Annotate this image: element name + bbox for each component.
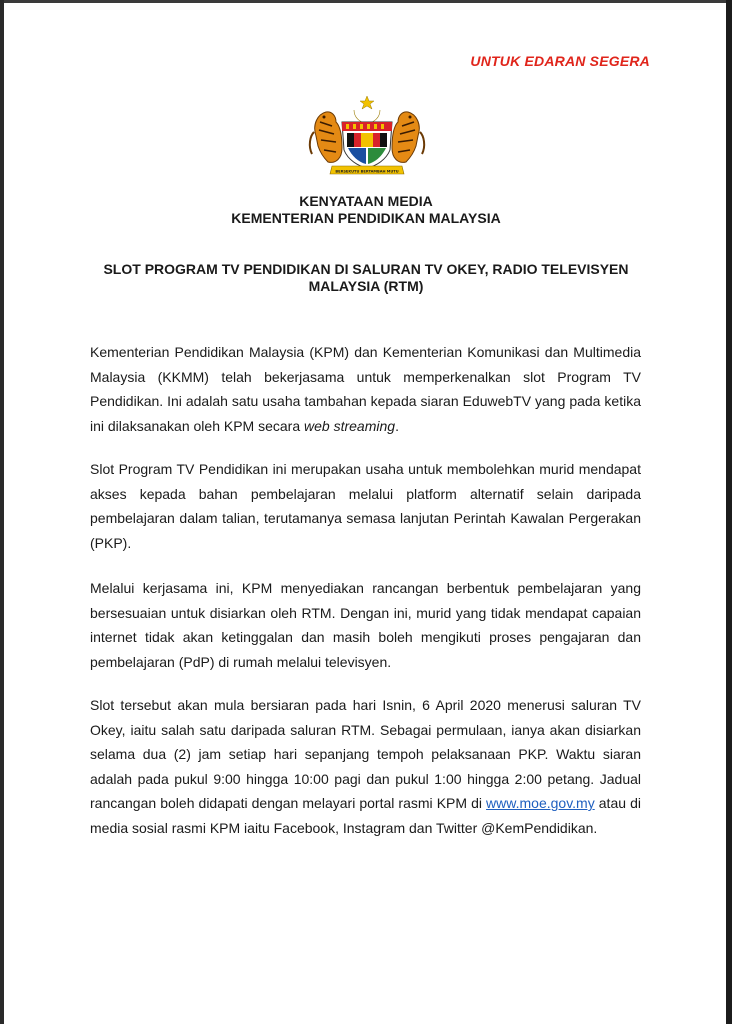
page-edge-top [0, 0, 732, 3]
paragraph-3: Melalui kerjasama ini, KPM menyediakan rancangan berbentuk pembelajaran yang bersesuaian untuk disiarkan oleh RTM. Dengan ini, murid yang tidak mendapat capaian internet tidak akan ketinggalan dan masih boleh mengikuti proses pengajaran dan pembelajaran (PdP) di rumah melalui televisyen. [90, 580, 641, 670]
svg-text:BERSEKUTU BERTAMBAH MUTU: BERSEKUTU BERTAMBAH MUTU [335, 169, 399, 174]
paragraph-4: Slot tersebut akan mula bersiaran pada hari Isnin, 6 April 2020 menerusi saluran TV Okey, iaitu salah satu daripada saluran RTM. Sebagai permulaan, ianya akan disiarkan selama dua (2) jam setiap hari sepanjang tempoh pelaksanaan PKP. Waktu siaran adalah pada pukul 9:00 hingga 10:00 pagi dan pukul 1:00 hingga 2:00 petang. Jadual rancangan boleh didapati dengan melayari portal rasmi KPM di www.moe.gov.my atau di media sosial rasmi KPM iaitu Facebook, Instagram dan Twitter @KemPendidikan. [90, 697, 641, 836]
release-note: UNTUK EDARAN SEGERA [470, 53, 650, 69]
page-edge-right [726, 0, 732, 1024]
malaysia-coat-of-arms-icon [302, 96, 432, 178]
document-subject: SLOT PROGRAM TV PENDIDIKAN DI SALURAN TV OKEY, RADIO TELEVISYEN MALAYSIA (RTM) [103, 261, 629, 294]
paragraph-1: Kementerian Pendidikan Malaysia (KPM) dan Kementerian Komunikasi dan Multimedia Malaysia (KKMM) telah bekerjasama untuk memperkenalkan slot Program TV Pendidikan. Ini adalah satu usaha tambahan kepada siaran EduwebTV yang pada ketika ini dilaksanakan oleh KPM secara web streaming. [90, 344, 641, 434]
paragraph-2: Slot Program TV Pendidikan ini merupakan usaha untuk membolehkan murid mendapat akses kepada bahan pembelajaran melalui platform alternatif selain daripada pembelajaran dalam talian, terutamanya semasa lanjutan Perintah Kawalan Pergerakan (PKP). [90, 461, 641, 551]
heading-ministry: KEMENTERIAN PENDIDIKAN MALAYSIA [231, 210, 501, 226]
emphasis-web-streaming: web streaming [304, 417, 396, 434]
page-edge-left [0, 0, 4, 1024]
moe-website-link[interactable]: www.moe.gov.my [486, 795, 595, 811]
heading-media-statement: KENYATAAN MEDIA [299, 193, 433, 209]
